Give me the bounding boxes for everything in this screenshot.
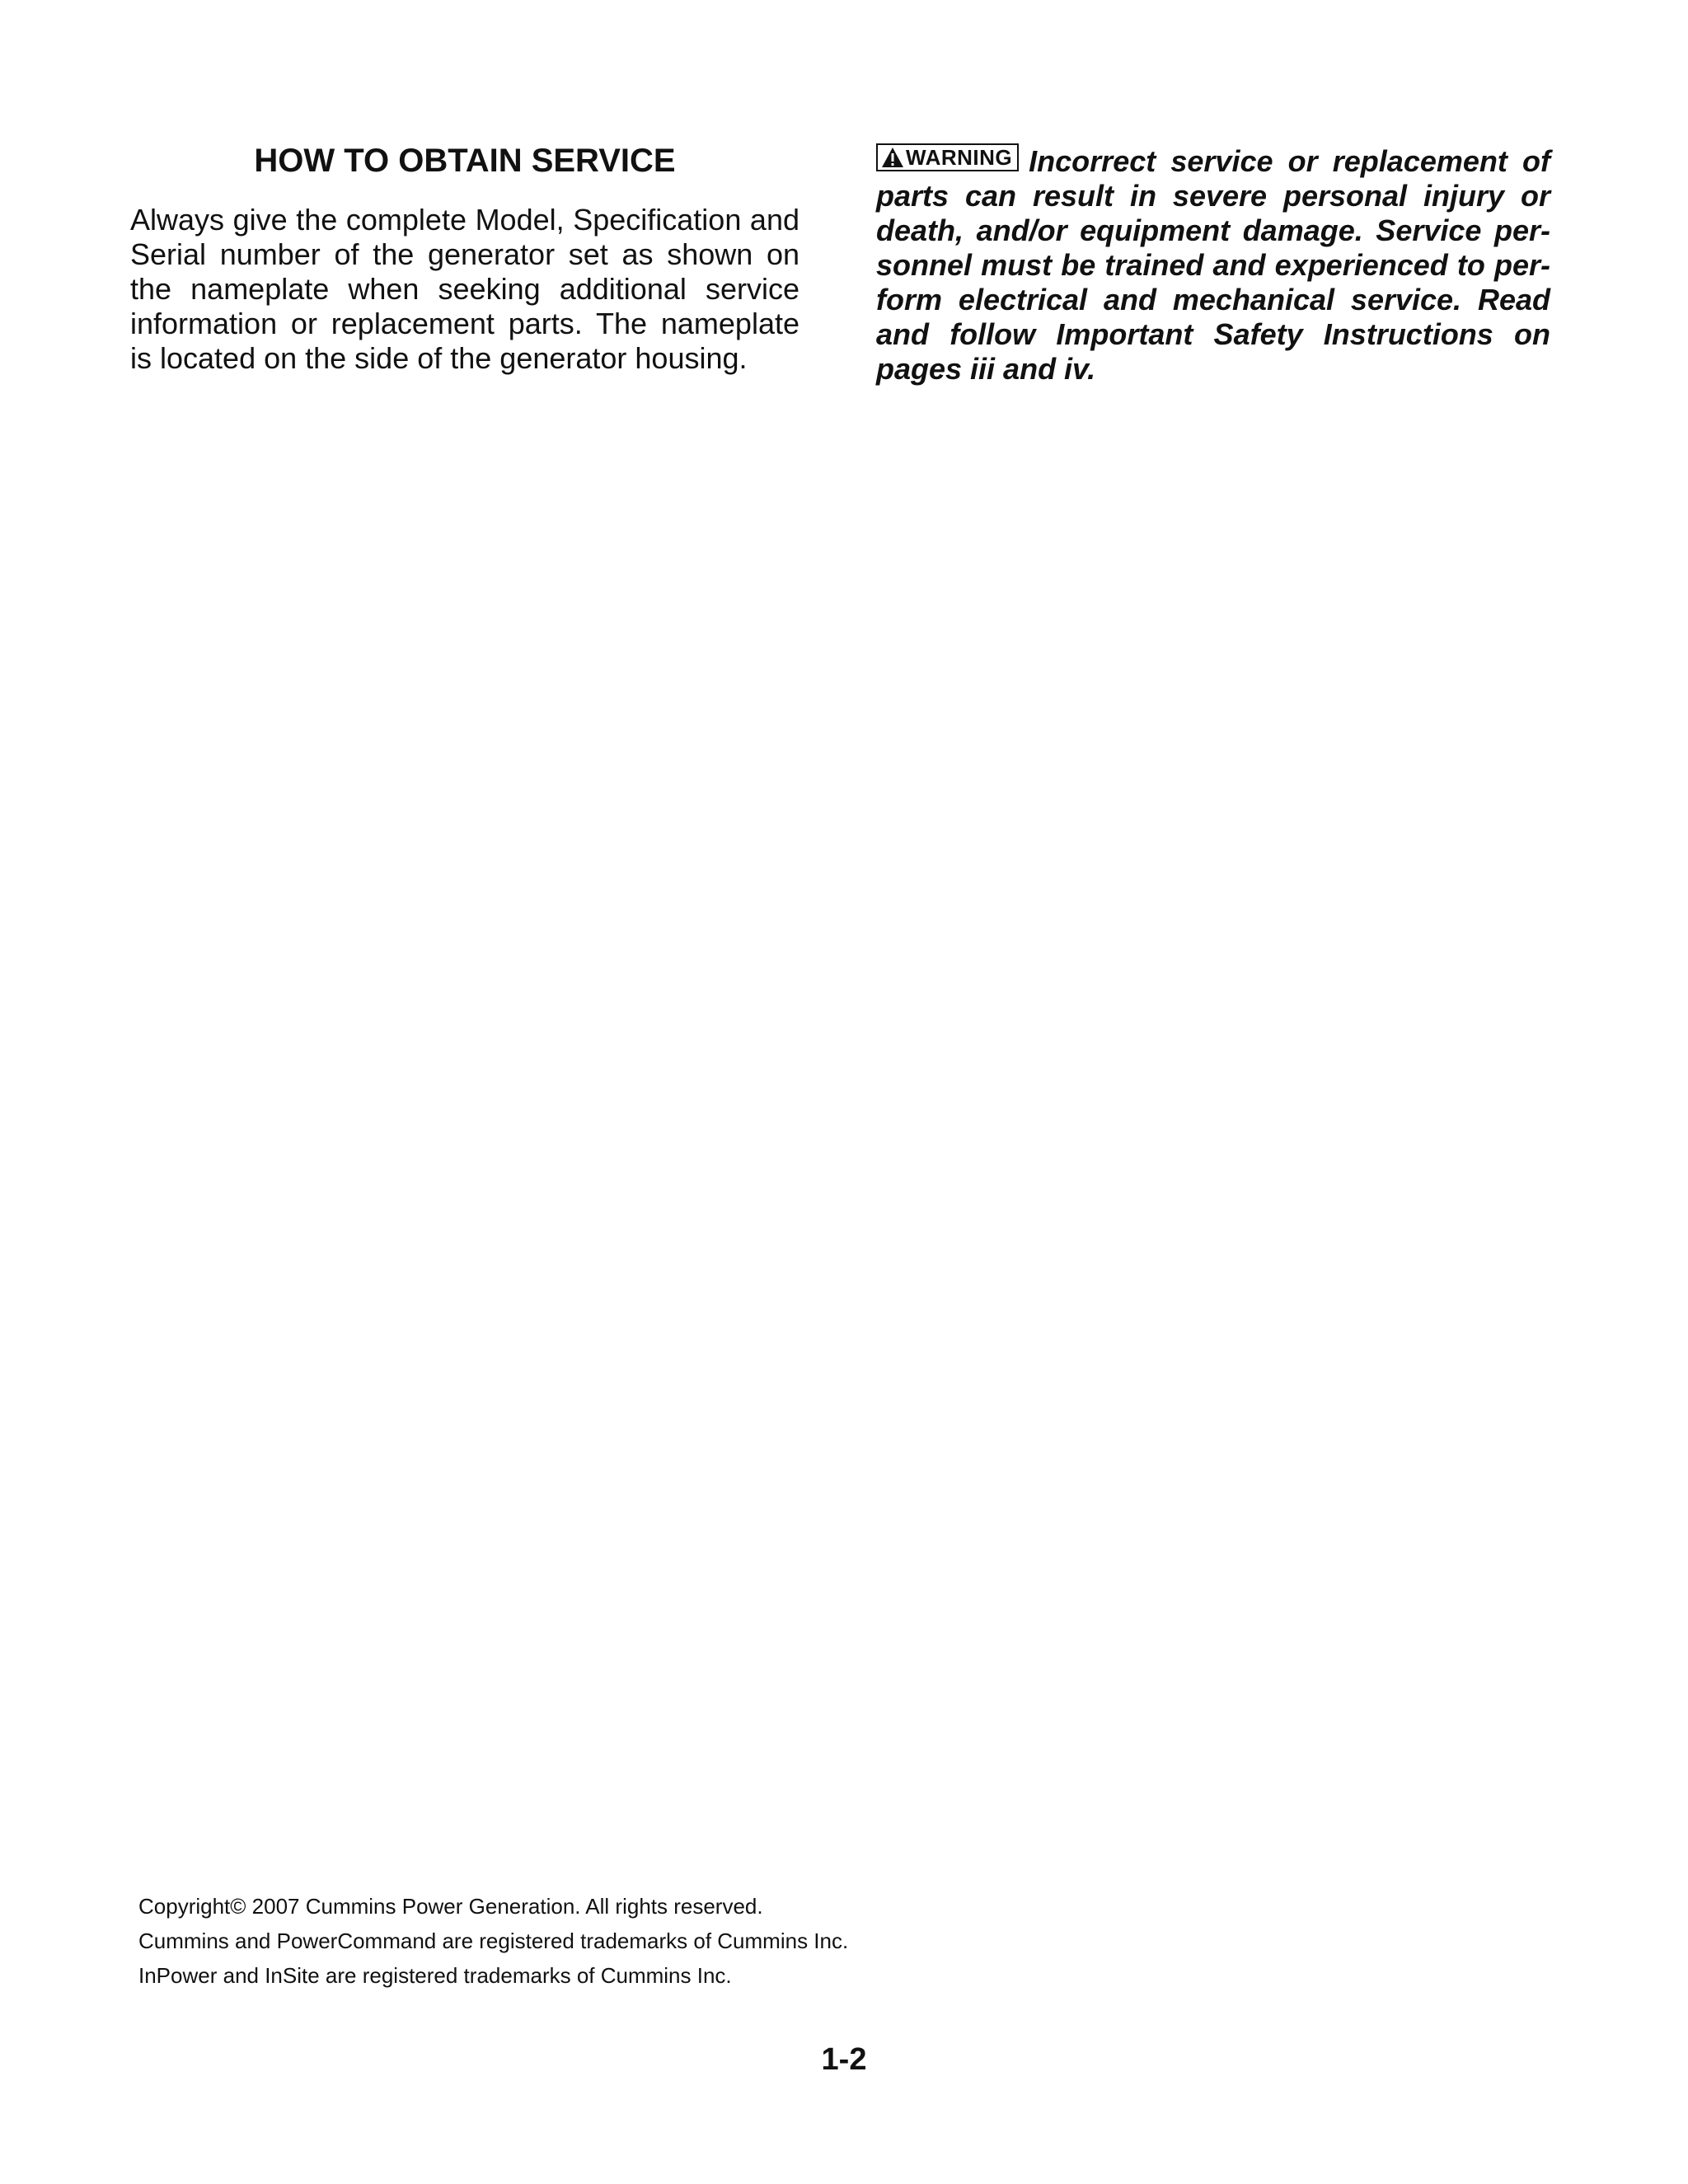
warning-message: Incorrect service or replacement of parts can result in severe personal injury or death, and/or equipment damage. Service personnel must be trained and experienced to perform electrical and mechanical service. Read and follow Important Safety Instructions on pages iii and iv. [876, 144, 1550, 386]
section-heading: HOW TO OBTAIN SERVICE [254, 143, 676, 179]
trademark-line-1: Cummins and PowerCommand are registered trademarks of Cummins Inc. [138, 1929, 849, 1953]
service-paragraph: Always give the complete Model, Specification and Serial number of the generator set as shown on the nameplate when seeking additional service information or replacement parts. The nameplate is located on the side of the generator housing. [130, 203, 799, 375]
warning-section [876, 143, 1550, 387]
warning-triangle-icon [881, 147, 904, 168]
page-number: 1-2 [821, 2042, 867, 2077]
copyright-line: Copyright© 2007 Cummins Power Generation. All rights reserved. [138, 1894, 763, 1919]
trademark-line-2: InPower and InSite are registered trademarks of Cummins Inc. [138, 1963, 732, 1988]
warning-badge-label: WARNING [906, 145, 1013, 170]
warning-paragraph [876, 143, 1550, 387]
service-section [130, 140, 799, 376]
warning-badge [876, 143, 1019, 171]
footer-notes [138, 1889, 1045, 1993]
